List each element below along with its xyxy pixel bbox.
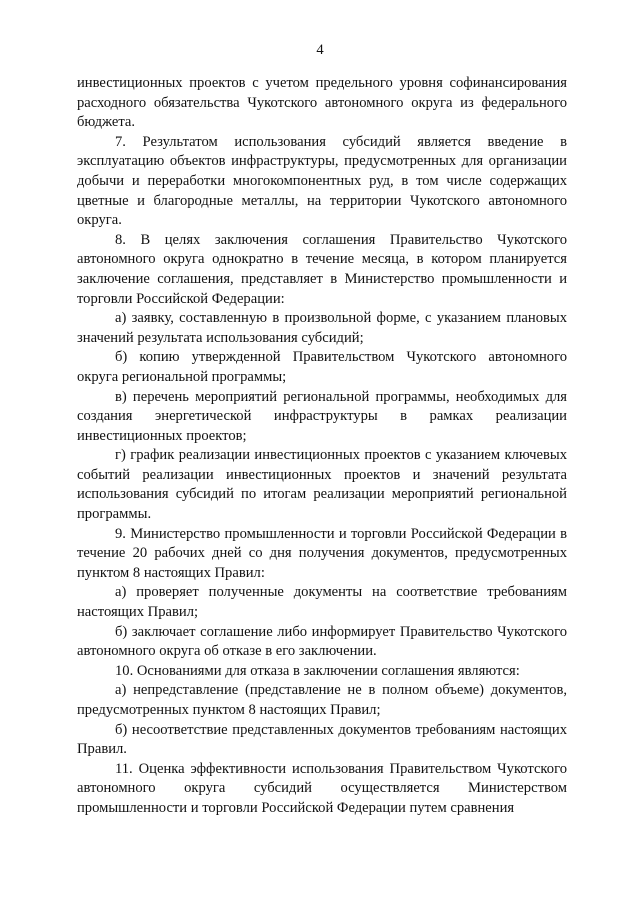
document-body bbox=[77, 74, 567, 819]
paragraph-8-g: г) график реализации инвестиционных проектов с указанием ключевых событий реализации инвестиционных проектов и значений результата использования субсидий по итогам реализации мероприятий региональной программы. bbox=[77, 447, 567, 523]
paragraph-8: 8. В целях заключения соглашения Правительство Чукотского автономного округа однократно в течение месяца, в котором планируется заключение соглашения, представляет в Министерство промышленности и торговли Российской Федерации: bbox=[77, 231, 567, 307]
paragraph-10-b: б) несоответствие представленных документов требованиям настоящих Правил. bbox=[77, 721, 567, 758]
page-number: 4 bbox=[316, 42, 324, 58]
paragraph-9: 9. Министерство промышленности и торговли Российской Федерации в течение 20 рабочих дней со дня получения документов, предусмотренных пунктом 8 настоящих Правил: bbox=[77, 525, 567, 581]
paragraph-10-a: а) непредставление (представление не в полном объеме) документов, предусмотренных пунктом 8 настоящих Правил; bbox=[77, 682, 567, 718]
paragraph-11: 11. Оценка эффективности использования Правительством Чукотского автономного округа субсидий осуществляется Министерством промышленности и торговли Российской Федерации путем сравнения bbox=[77, 760, 567, 816]
paragraph-continuation: инвестиционных проектов с учетом предельного уровня софинансирования расходного обязательства Чукотского автономного округа из федерального бюджета. bbox=[77, 75, 567, 131]
paragraph-9-a: а) проверяет полученные документы на соответствие требованиям настоящих Правил; bbox=[77, 584, 567, 621]
paragraph-10: 10. Основаниями для отказа в заключении соглашения являются: bbox=[115, 662, 520, 679]
paragraph-8-a: а) заявку, составленную в произвольной форме, с указанием плановых значений результата использования субсидий; bbox=[77, 310, 567, 346]
paragraph-9-b: б) заключает соглашение либо информирует Правительство Чукотского автономного округа об отказе в его заключении. bbox=[77, 623, 567, 660]
paragraph-8-v: в) перечень мероприятий региональной программы, необходимых для создания энергетической инфраструктуры в рамках реализации инвестиционных проектов; bbox=[77, 388, 567, 444]
paragraph-8-b: б) копию утвержденной Правительством Чукотского автономного округа региональной программы; bbox=[77, 349, 567, 385]
paragraph-7: 7. Результатом использования субсидий является введение в эксплуатацию объектов инфраструктуры, предусмотренных для организации добычи и переработки многокомпонентных руд, в том числе содержащих цветные и благородные металлы, на территории Чукотского автономного округа. bbox=[77, 133, 567, 229]
